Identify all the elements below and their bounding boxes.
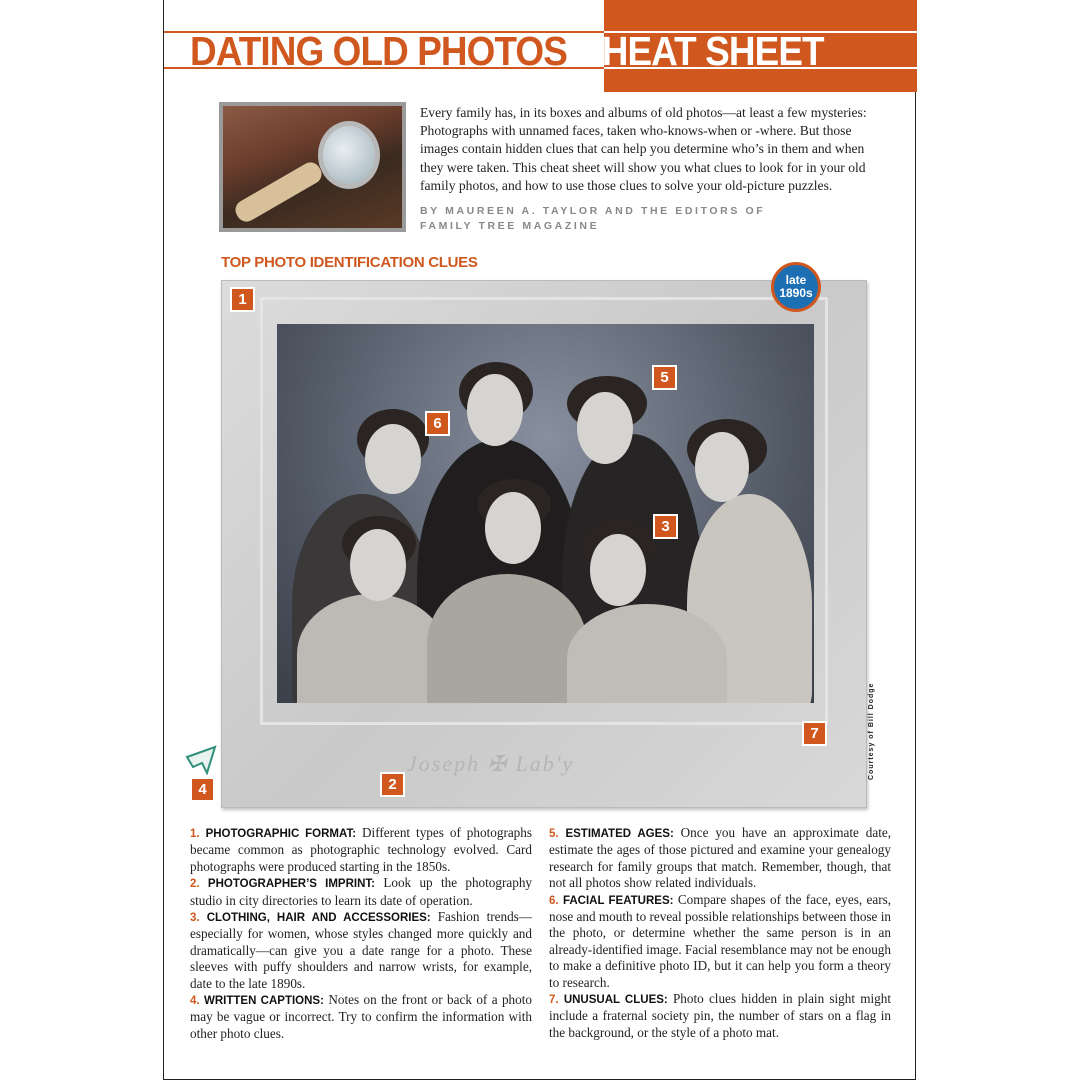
clue-number: 2.: [190, 878, 200, 891]
clue-title: FACIAL FEATURES:: [562, 894, 674, 907]
clue-title: PHOTOGRAPHER’S IMPRINT:: [207, 878, 375, 891]
marker-1: 1: [230, 287, 255, 312]
clue-number: 3.: [190, 912, 200, 925]
marker-7: 7: [802, 721, 827, 746]
clue-title: CLOTHING, HAIR AND ACCESSORIES:: [206, 912, 431, 925]
title-part-1: DATING OLD PHOTOS: [190, 28, 567, 74]
title-part-2: CHEAT SHEET: [575, 28, 824, 74]
clue-item: [190, 992, 532, 1042]
photographer-imprint: Joseph ✠ Lab'y: [407, 751, 575, 776]
clue-item: [190, 875, 532, 909]
clue-item: [190, 909, 532, 992]
clue-number: 5.: [549, 828, 559, 840]
marker-3: 3: [653, 514, 678, 539]
date-badge: [771, 262, 821, 312]
clue-item: [549, 991, 891, 1041]
clue-number: 6.: [549, 894, 559, 907]
clue-text: Compare shapes of the face, eyes, ears, nose and mouth to reveal possible relationships between those in the photo, or determine whether the same person is in an already-identified image. Facial resemblance may not be enough to make a definitive photo ID, but it can help you form a theory to research.: [549, 891, 892, 990]
section-title: TOP PHOTO IDENTIFICATION CLUES: [221, 254, 478, 271]
cheat-sheet-page: [163, 0, 916, 1080]
marker-6: 6: [425, 411, 450, 436]
marker-2: 2: [380, 772, 405, 797]
clues-column-left: [190, 825, 532, 1042]
group-portrait: [277, 324, 814, 703]
clue-item: [549, 892, 891, 991]
badge-line-2: 1890s: [779, 286, 813, 300]
clue-title: UNUSUAL CLUES:: [563, 994, 668, 1007]
clue-text: Look up the photography studio in city directories to learn its date of operation.: [190, 875, 533, 908]
clue-item: [549, 825, 891, 892]
clue-text: Fashion trends—especially for women, whose styles changed more quickly and dramatically—can give you a date range for a photo. These sleeves with puffy shoulders and narrow wrists, for example, date to the late 1890s.: [190, 909, 532, 991]
clue-title: WRITTEN CAPTIONS:: [204, 995, 324, 1008]
marker-5: 5: [652, 365, 677, 390]
clue-text: Once you have an approximate date, estimate the ages of those pictured and examine your genealogy research for family groups that match. Remember, though, that not all photos show related individuals.: [549, 825, 892, 891]
page-title: [190, 28, 824, 75]
clue-text: Photo clues hidden in plain sight might include a fraternal society pin, the number of stars on a flag in the background, or the style of a photo mat.: [549, 991, 892, 1040]
clue-number: 1.: [190, 828, 200, 840]
clue-title: ESTIMATED AGES:: [565, 828, 674, 840]
intro-text: Every family has, in its boxes and albums of old photos—at least a few mysteries: Photographs with unnamed faces, taken who-knows-when or -where. But those images contain hidden clues that can help you determine who’s in them and when they were taken. This cheat sheet will show you what clues to look for in your old family photos, and how to use those clues to solve your old-picture puzzles.: [420, 105, 867, 193]
clue-number: 7.: [549, 994, 559, 1007]
clue-number: 4.: [190, 995, 200, 1008]
byline: [420, 204, 765, 234]
clue-title: PHOTOGRAPHIC FORMAT:: [205, 828, 357, 840]
byline-line-2: FAMILY TREE MAGAZINE: [420, 220, 600, 232]
clue-text: Notes on the front or back of a photo may be vague or incorrect. Try to confirm the information with other photo clues.: [190, 992, 533, 1041]
badge-line-1: late: [785, 273, 807, 287]
clues-column-right: [549, 825, 891, 1041]
pointer-arrow-icon: [185, 745, 219, 775]
photo-credit: Courtesy of Bill Dodge: [868, 682, 875, 780]
marker-4: 4: [190, 777, 215, 802]
annotated-photo-card: [221, 280, 867, 808]
clue-text: Different types of photographs became common as photographic technology evolved. Card photographs were produced starting in the 1850s.: [190, 825, 533, 874]
clue-item: [190, 825, 532, 875]
byline-line-1: BY MAUREEN A. TAYLOR AND THE EDITORS OF: [420, 205, 766, 217]
magnifying-glass-image: [219, 102, 406, 232]
